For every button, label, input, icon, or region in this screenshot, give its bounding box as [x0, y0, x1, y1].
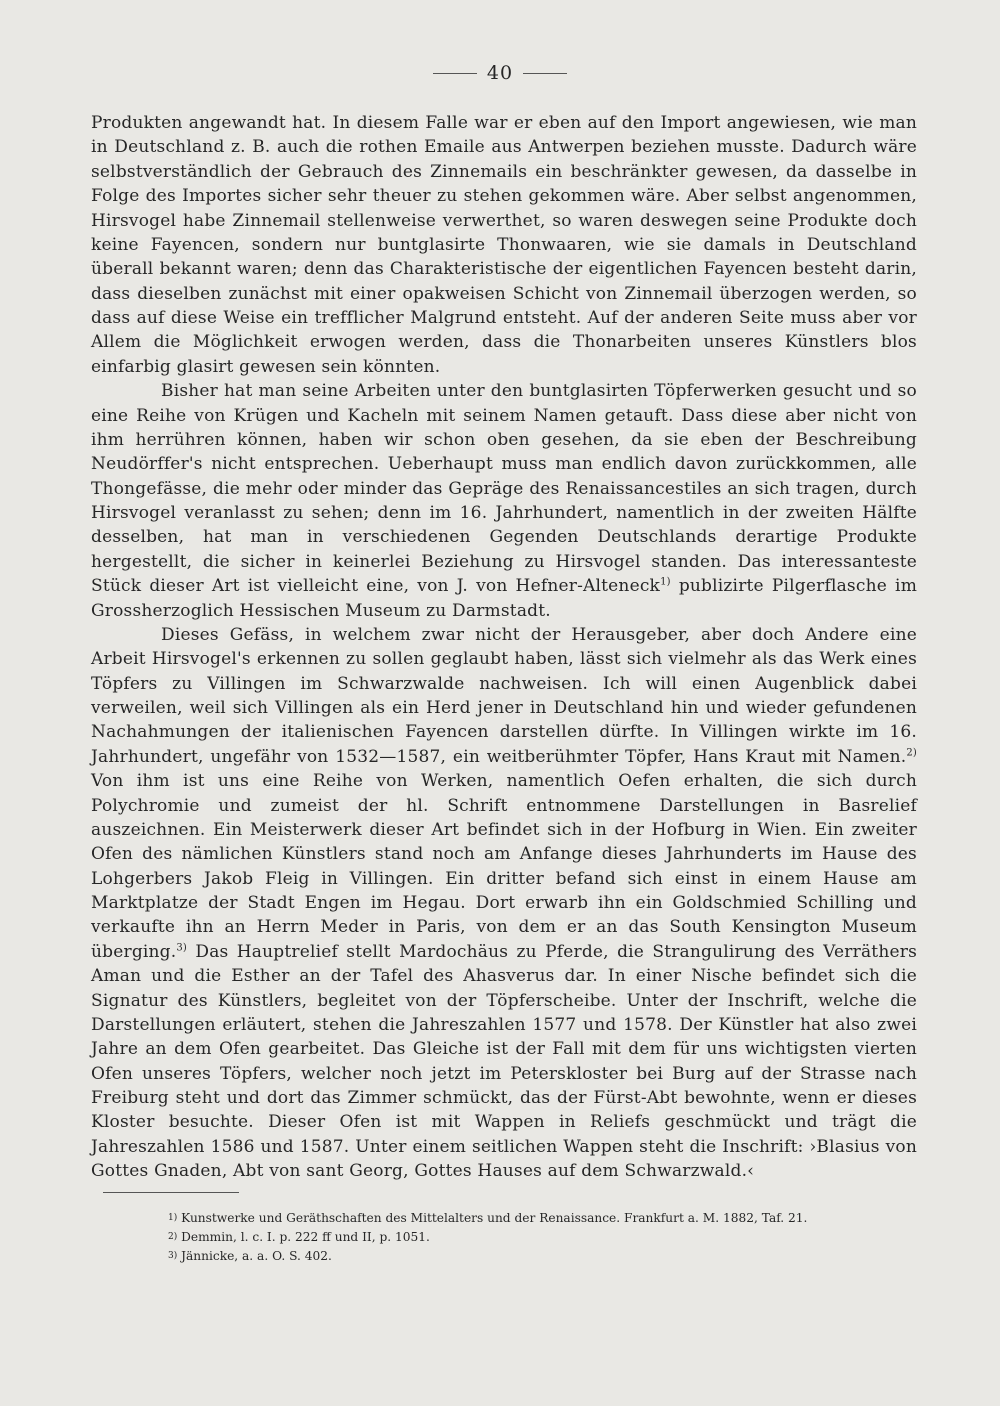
body-text	[91, 111, 917, 1184]
footnote-separator	[103, 1192, 239, 1193]
page-header	[0, 62, 1000, 84]
footnote-ref-1: 1)	[660, 576, 671, 588]
footnotes	[168, 1209, 888, 1266]
header-rule-left	[433, 73, 477, 74]
footnote-1: $^{1)}$ Kunstwerke und Geräthschaften des Mittelalters und der Renaissance. Frankfurt a. M. 1882, Taf. 21.	[168, 1211, 808, 1225]
footnote-2: $^{2)}$ Demmin, l. c. I. p. 222 ff und II, p. 1051.	[168, 1230, 430, 1244]
paragraph-1: Produkten angewandt hat. In diesem Falle war er eben auf den Import angewiesen, wie man in Deutschland z. B. auch die rothen Emaile aus Antwerpen beziehen musste. Dadurch wäre selbstverständlich der Gebrauch des Zinnemails ein beschränkter gewesen, da dasselbe in Folge des Importes sicher sehr theuer zu stehen gekommen wäre. Aber selbst angenommen, Hirsvogel habe Zinnemail stellenweise verwerthet, so waren deswegen seine Produkte doch keine Fayencen, sondern nur buntglasirte Thonwaaren, wie sie damals in Deutschland überall bekannt waren; denn das Charakteristische der eigentlichen Fayencen besteht darin, dass dieselben zunächst mit einer opakweisen Schicht von Zinnemail überzogen werden, so dass auf diese Weise ein trefflicher Malgrund entsteht. Auf der anderen Seite muss aber vor Allem die Möglichkeit erwogen werden, dass die Thonarbeiten unseres Künstlers blos einfarbig glasirt gewesen sein könnten.	[91, 113, 917, 377]
footnote-ref-3: 3)	[176, 942, 188, 954]
header-rule-right	[523, 73, 567, 74]
paragraph-2: Bisher hat man seine Arbeiten unter den buntglasirten Töpferwerken gesucht und so eine Reihe von Krügen und Kacheln mit seinem Namen getauft. Dass diese aber nicht von ihm herrühren können, haben wir schon oben gesehen, da sie eben der Beschreibung Neudörffer's nicht entsprechen. Ueberhaupt muss man endlich davon zurückkommen, alle Thongefässe, die mehr oder minder das Gepräge des Renaissancestiles an sich tragen, durch Hirsvogel veranlasst zu sehen; denn im 16. Jahrhundert, namentlich in der zweiten Hälfte desselben, hat man in verschiedenen Gegenden Deutschlands derartige Produkte hergestellt, die sicher in keinerlei Beziehung zu Hirsvogel standen. Das interessanteste Stück dieser Art ist vielleicht eine, von J. von Hefner-Alteneck$^{1)}$ publizirte Pilgerflasche im Grossherzoglich Hessischen Museum zu Darmstadt.	[91, 381, 918, 621]
page-number: 40	[486, 62, 514, 84]
footnote-ref-2: 2)	[906, 747, 917, 759]
footnote-3: $^{3)}$ Jännicke, a. a. O. S. 402.	[168, 1249, 332, 1263]
paragraph-3: Dieses Gefäss, in welchem zwar nicht der Herausgeber, aber doch Andere eine Arbeit Hirsvogel's erkennen zu sollen geglaubt haben, lässt sich vielmehr als das Werk eines Töpfers zu Villingen im Schwarzwalde nachweisen. Ich will einen Augenblick dabei verweilen, weil sich Villingen als ein Herd jener in Deutschland hin und wieder gefundenen Nachahmungen der italienischen Fayencen darstellen dürfte. In Villingen wirkte im 16. Jahrhundert, ungefähr von 1532—1587, ein weitberühmter Töpfer, Hans Kraut mit Namen.$^{2)}$ Von ihm ist uns eine Reihe von Werken, namentlich Oefen erhalten, die sich durch Polychromie und zumeist der hl. Schrift entnommene Darstellungen in Basrelief auszeichnen. Ein Meisterwerk dieser Art befindet sich in der Hofburg in Wien. Ein zweiter Ofen des nämlichen Künstlers stand noch am Anfange dieses Jahrhunderts im Hause des Lohgerbers Jakob Fleig in Villingen. Ein dritter befand sich einst in einem Hause am Marktplatze der Stadt Engen im Hegau. Dort erwarb ihn ein Goldschmied Schilling und verkaufte ihn an Herrn Meder in Paris, von dem er an das South Kensington Museum überging.$^{3)}$ Das Hauptrelief stellt Mardochäus zu Pferde, die Strangulirung des Verräthers Aman und die Esther an der Tafel des Ahasverus dar. In einer Nische befindet sich die Signatur des Künstlers, begleitet von der Töpferscheibe. Unter der Inschrift, welche die Darstellungen erläutert, stehen die Jahreszahlen 1577 und 1578. Der Künstler hat also zwei Jahre an dem Ofen gearbeitet. Das Gleiche ist der Fall mit dem für uns wichtigsten vierten Ofen unseres Töpfers, welcher noch jetzt im Peterskloster bei Burg auf der Strasse nach Freiburg steht und dort das Zimmer schmückt, das der Fürst-Abt bewohnte, wenn er dieses Kloster besuchte. Dieser Ofen ist mit Wappen in Reliefs geschmückt und trägt die Jahreszahlen 1586 und 1587. Unter einem seitlichen Wappen steht die Inschrift: ›Blasius von Gottes Gnaden, Abt von sant Georg, Gottes Hauses auf dem Schwarzwald.‹	[91, 624, 917, 1182]
